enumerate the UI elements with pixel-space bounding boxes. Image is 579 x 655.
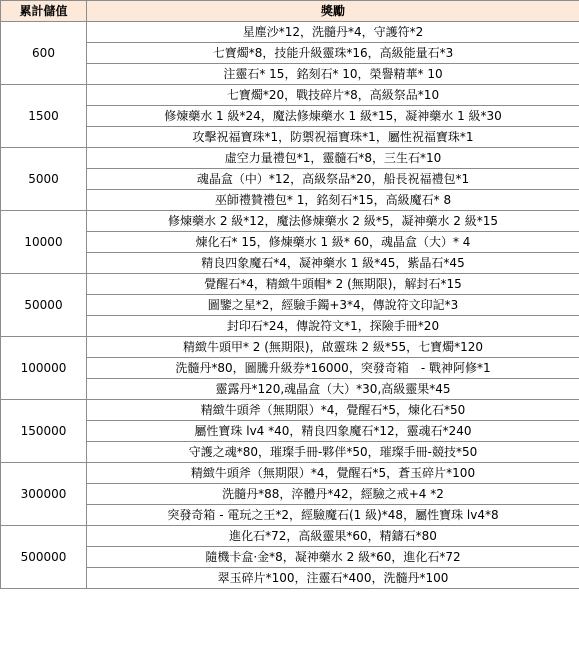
reward-cell: 精緻牛頭甲* 2 (無期限)，啟靈珠 2 級*55，七寶燭*120 [87, 337, 579, 358]
threshold-cell: 150000 [1, 400, 87, 463]
table-header-row [1, 1, 579, 22]
reward-cell: 突發奇箱 - 電玩之王*2，經驗魔石(1 級)*48，屬性寶珠 lv4*8 [87, 505, 579, 526]
reward-cell: 虛空力量禮包*1，靈髓石*8，三生石*10 [87, 148, 579, 169]
table-row [1, 274, 579, 295]
threshold-cell: 5000 [1, 148, 87, 211]
table-row [1, 484, 579, 505]
table-row [1, 169, 579, 190]
threshold-cell: 10000 [1, 211, 87, 274]
table-row [1, 106, 579, 127]
reward-cell: 修煉藥水 2 級*12，魔法修煉藥水 2 級*5，凝神藥水 2 級*15 [87, 211, 579, 232]
reward-cell: 修煉藥水 1 級*24，魔法修煉藥水 1 級*15，凝神藥水 1 級*30 [87, 106, 579, 127]
reward-cell: 洗髓丹*88，淬體丹*42，經驗之戒+4 *2 [87, 484, 579, 505]
reward-cell: 屬性寶珠 lv4 *40，精良四象魔石*12，靈魂石*240 [87, 421, 579, 442]
reward-cell: 七寶燭*8，技能升級靈珠*16，高級能量石*3 [87, 43, 579, 64]
reward-cell: 煉化石* 15，修煉藥水 1 級* 60，魂晶盒（大）* 4 [87, 232, 579, 253]
reward-cell: 守護之魂*80，璀璨手冊-夥伴*50，璀璨手冊-競技*50 [87, 442, 579, 463]
reward-cell: 七寶燭*20，戰技碎片*8，高級祭品*10 [87, 85, 579, 106]
reward-cell: 星塵沙*12，洗髓丹*4，守護符*2 [87, 22, 579, 43]
threshold-cell: 300000 [1, 463, 87, 526]
table-row [1, 22, 579, 43]
reward-cell: 精緻牛頭斧（無期限）*4，覺醒石*5，煉化石*50 [87, 400, 579, 421]
reward-cell: 巫師禮贊禮包* 1，銘刻石*15，高級魔石* 8 [87, 190, 579, 211]
header-threshold: 累計儲值 [1, 1, 87, 22]
table-row [1, 64, 579, 85]
threshold-cell: 1500 [1, 85, 87, 148]
table-row [1, 568, 579, 589]
table-row [1, 232, 579, 253]
reward-cell: 翠玉碎片*100，注靈石*400，洗髓丹*100 [87, 568, 579, 589]
reward-cell: 魂晶盒（中）*12，高級祭品*20，船長祝福禮包*1 [87, 169, 579, 190]
reward-cell: 封印石*24，傳說符文*1，探險手冊*20 [87, 316, 579, 337]
table-row [1, 358, 579, 379]
table-row [1, 127, 579, 148]
table-row [1, 316, 579, 337]
table-row [1, 190, 579, 211]
header-reward: 獎勵 [87, 1, 579, 22]
reward-cell: 隨機卡盒·金*8，凝神藥水 2 級*60，進化石*72 [87, 547, 579, 568]
reward-cell: 攻擊祝福寶珠*1，防禦祝福寶珠*1，屬性祝福寶珠*1 [87, 127, 579, 148]
table-row [1, 463, 579, 484]
table-row [1, 148, 579, 169]
threshold-cell: 100000 [1, 337, 87, 400]
table-row [1, 547, 579, 568]
table-row [1, 421, 579, 442]
table-row [1, 505, 579, 526]
reward-cell: 進化石*72，高級靈果*60，精鑄石*80 [87, 526, 579, 547]
table-row [1, 337, 579, 358]
table-row [1, 85, 579, 106]
reward-cell: 注靈石* 15，銘刻石* 10，榮譽精華* 10 [87, 64, 579, 85]
table-row [1, 211, 579, 232]
reward-cell: 圖鑒之星*2，經驗手鐲+3*4，傳說符文印記*3 [87, 295, 579, 316]
table-row [1, 442, 579, 463]
reward-cell: 靈露丹*120,魂晶盒（大）*30,高級靈果*45 [87, 379, 579, 400]
threshold-cell: 600 [1, 22, 87, 85]
threshold-cell: 500000 [1, 526, 87, 589]
reward-cell: 覺醒石*4，精緻牛頭帽* 2 (無期限)，解封石*15 [87, 274, 579, 295]
table-row [1, 43, 579, 64]
reward-cell: 精良四象魔石*4，凝神藥水 1 級*45，紫晶石*45 [87, 253, 579, 274]
threshold-cell: 50000 [1, 274, 87, 337]
table-row [1, 295, 579, 316]
table-row [1, 526, 579, 547]
table-row [1, 379, 579, 400]
reward-cell: 精緻牛頭斧（無期限）*4，覺醒石*5，蒼玉碎片*100 [87, 463, 579, 484]
reward-cell: 洗髓丹*80，圖騰升級券*16000，突發奇箱 - 戰神阿修*1 [87, 358, 579, 379]
table-row [1, 400, 579, 421]
table-row [1, 253, 579, 274]
table-body [1, 22, 579, 589]
